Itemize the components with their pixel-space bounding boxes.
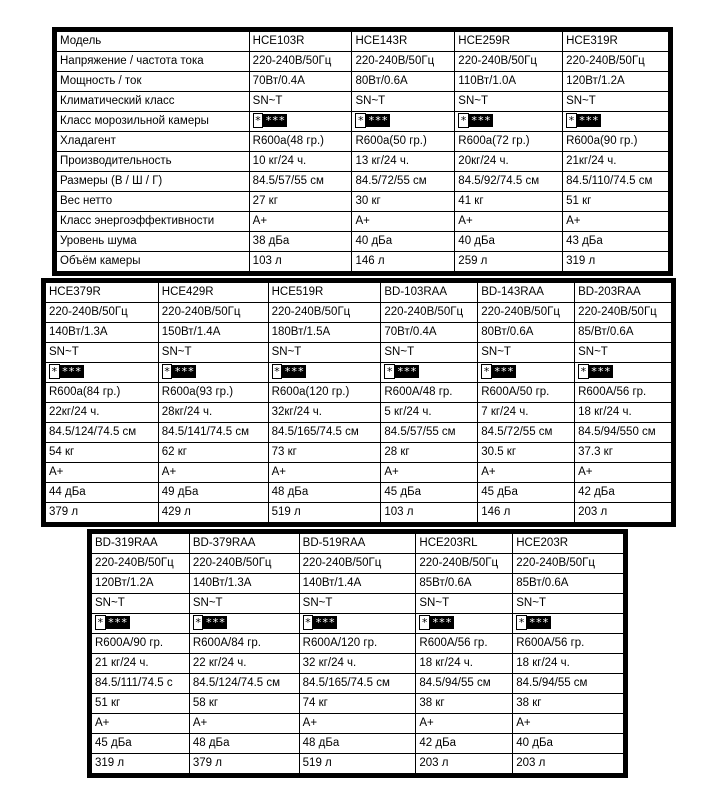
table-row	[92, 734, 624, 754]
star-first: *	[421, 615, 429, 629]
row-label: Объём камеры	[57, 252, 250, 272]
spec-cell-capacity: 20кг/24 ч.	[455, 152, 563, 172]
star-rating-icon	[516, 616, 551, 630]
table-row	[92, 614, 624, 634]
spec-cell-refrigerant: R600a(50 гр.)	[352, 132, 455, 152]
spec-cell-noise: 40 дБа	[513, 734, 624, 754]
table-row	[46, 423, 672, 443]
spec-cell-volume: 519 л	[299, 754, 416, 774]
star-rating-icon	[355, 114, 390, 128]
spec-cell-voltage: 220-240В/50Гц	[268, 303, 381, 323]
spec-cell-climate: SN~T	[249, 92, 352, 112]
freezer-class-badge	[416, 614, 513, 634]
table-row	[57, 232, 669, 252]
spec-cell-voltage: 220-240В/50Гц	[189, 554, 299, 574]
star-rest: ***	[205, 615, 226, 629]
spec-cell-voltage: 220-240В/50Гц	[575, 303, 672, 323]
table-row	[92, 654, 624, 674]
model-name: HCE203RL	[416, 534, 513, 554]
spec-cell-weight: 28 кг	[381, 443, 478, 463]
spec-cell-weight: 30.5 кг	[478, 443, 575, 463]
spec-cell-voltage: 220-240В/50Гц	[46, 303, 159, 323]
table-row	[57, 152, 669, 172]
star-first: *	[483, 364, 490, 378]
model-name: HCE259R	[455, 32, 563, 52]
table-row	[57, 252, 669, 272]
spec-cell-energy: А+	[416, 714, 513, 734]
table-row	[46, 303, 672, 323]
spec-cell-weight: 54 кг	[46, 443, 159, 463]
star-first: *	[386, 364, 393, 378]
table-row	[46, 483, 672, 503]
star-rating-icon	[253, 114, 288, 128]
star-rating-icon	[578, 365, 613, 379]
spec-table-3-grid	[91, 533, 624, 774]
spec-cell-refrigerant: R600A/56 гр.	[575, 383, 672, 403]
spec-cell-weight: 51 кг	[563, 192, 669, 212]
spec-cell-size: 84.5/72/55 см	[478, 423, 575, 443]
star-rating-icon	[49, 365, 84, 379]
star-rating-icon	[566, 114, 601, 128]
spec-cell-refrigerant: R600A/120 гр.	[299, 634, 416, 654]
spec-cell-size: 84.5/141/74.5 см	[158, 423, 268, 443]
spec-cell-refrigerant: R600A/56 гр.	[416, 634, 513, 654]
table-row	[92, 554, 624, 574]
star-rating-icon	[272, 365, 307, 379]
star-rest: ***	[528, 615, 549, 629]
freezer-class-badge	[478, 363, 575, 383]
star-rating-icon	[303, 616, 338, 630]
spec-cell-refrigerant: R600a(90 гр.)	[563, 132, 669, 152]
spec-cell-climate: SN~T	[381, 343, 478, 363]
spec-cell-voltage: 220-240В/50Гц	[416, 554, 513, 574]
freezer-class-badge	[249, 112, 352, 132]
model-name: BD-519RAA	[299, 534, 416, 554]
spec-cell-volume: 146 л	[352, 252, 455, 272]
table-row	[57, 192, 669, 212]
row-label: Климатический класс	[57, 92, 250, 112]
spec-cell-size: 84.5/124/74.5 см	[46, 423, 159, 443]
star-rest: ***	[578, 113, 599, 127]
spec-cell-climate: SN~T	[189, 594, 299, 614]
spec-cell-noise: 42 дБа	[416, 734, 513, 754]
model-name: HCE203R	[513, 534, 624, 554]
star-rest: ***	[174, 364, 195, 378]
spec-cell-weight: 58 кг	[189, 694, 299, 714]
spec-cell-capacity: 32кг/24 ч.	[268, 403, 381, 423]
spec-cell-weight: 38 кг	[416, 694, 513, 714]
spec-cell-volume: 146 л	[478, 503, 575, 523]
spec-cell-power: 85Вт/0.6А	[513, 574, 624, 594]
spec-cell-capacity: 21 кг/24 ч.	[92, 654, 190, 674]
spec-cell-noise: 43 дБа	[563, 232, 669, 252]
table-row	[92, 594, 624, 614]
spec-cell-power: 140Вт/1.3А	[189, 574, 299, 594]
spec-cell-voltage: 220-240В/50Гц	[478, 303, 575, 323]
star-first: *	[580, 364, 587, 378]
spec-cell-climate: SN~T	[352, 92, 455, 112]
freezer-class-badge	[352, 112, 455, 132]
freezer-class-badge	[455, 112, 563, 132]
star-rating-icon	[481, 365, 516, 379]
spec-cell-volume: 379 л	[46, 503, 159, 523]
spec-cell-noise: 44 дБа	[46, 483, 159, 503]
star-first: *	[304, 615, 312, 629]
model-name: BD-319RAA	[92, 534, 190, 554]
spec-cell-weight: 41 кг	[455, 192, 563, 212]
star-first: *	[163, 364, 171, 378]
star-rest: ***	[61, 364, 82, 378]
spec-cell-noise: 40 дБа	[352, 232, 455, 252]
spec-cell-size: 84.5/94/550 см	[575, 423, 672, 443]
spec-cell-noise: 48 дБа	[189, 734, 299, 754]
star-rating-icon	[419, 616, 454, 630]
spec-cell-noise: 48 дБа	[268, 483, 381, 503]
spec-cell-energy: А+	[189, 714, 299, 734]
spec-cell-noise: 45 дБа	[92, 734, 190, 754]
table-row	[46, 383, 672, 403]
star-rest: ***	[368, 113, 388, 127]
spec-cell-volume: 203 л	[513, 754, 624, 774]
table-row	[46, 463, 672, 483]
spec-table-2	[41, 278, 676, 527]
star-rest: ***	[107, 615, 128, 629]
spec-cell-climate: SN~T	[563, 92, 669, 112]
spec-cell-capacity: 18 кг/24 ч.	[575, 403, 672, 423]
spec-cell-noise: 45 дБа	[478, 483, 575, 503]
table-row	[57, 112, 669, 132]
spec-cell-weight: 51 кг	[92, 694, 190, 714]
star-first: *	[460, 113, 467, 127]
table-row	[46, 363, 672, 383]
spec-cell-size: 84.5/124/74.5 см	[189, 674, 299, 694]
spec-table-1-grid	[56, 31, 669, 272]
freezer-class-badge	[381, 363, 478, 383]
star-rating-icon	[162, 365, 197, 379]
model-name: HCE429R	[158, 283, 268, 303]
spec-cell-volume: 259 л	[455, 252, 563, 272]
spec-cell-size: 84.5/57/55 см	[249, 172, 352, 192]
freezer-class-badge	[513, 614, 624, 634]
spec-cell-climate: SN~T	[455, 92, 563, 112]
spec-cell-voltage: 220-240В/50Гц	[158, 303, 268, 323]
star-rest: ***	[470, 113, 491, 127]
spec-cell-energy: А+	[46, 463, 159, 483]
spec-cell-capacity: 32 кг/24 ч.	[299, 654, 416, 674]
spec-cell-noise: 48 дБа	[299, 734, 416, 754]
spec-cell-energy: А+	[92, 714, 190, 734]
spec-cell-noise: 40 дБа	[455, 232, 563, 252]
spec-cell-energy: А+	[268, 463, 381, 483]
spec-cell-refrigerant: R600a(48 гр.)	[249, 132, 352, 152]
spec-cell-voltage: 220-240В/50Гц	[299, 554, 416, 574]
table-row	[92, 754, 624, 774]
spec-cell-size: 84.5/92/74.5 см	[455, 172, 563, 192]
spec-cell-size: 84.5/72/55 см	[352, 172, 455, 192]
row-label: Модель	[57, 32, 250, 52]
row-label: Размеры (В / Ш / Г)	[57, 172, 250, 192]
star-first: *	[254, 113, 262, 127]
spec-cell-power: 85Вт/0.6А	[416, 574, 513, 594]
spec-cell-volume: 319 л	[563, 252, 669, 272]
spec-cell-power: 85/Вт/0.6А	[575, 323, 672, 343]
model-name: BD-203RAA	[575, 283, 672, 303]
spec-cell-volume: 103 л	[249, 252, 352, 272]
spec-cell-capacity: 21кг/24 ч.	[563, 152, 669, 172]
star-rest: ***	[284, 364, 305, 378]
spec-cell-volume: 429 л	[158, 503, 268, 523]
spec-cell-refrigerant: R600A/56 гр.	[513, 634, 624, 654]
row-label: Вес нетто	[57, 192, 250, 212]
spec-cell-volume: 519 л	[268, 503, 381, 523]
table-row	[92, 574, 624, 594]
table-row	[46, 323, 672, 343]
model-name: BD-379RAA	[189, 534, 299, 554]
spec-cell-size: 84.5/165/74.5 см	[299, 674, 416, 694]
spec-cell-voltage: 220-240В/50Гц	[249, 52, 352, 72]
table-row	[57, 92, 669, 112]
spec-cell-voltage: 220-240В/50Гц	[352, 52, 455, 72]
freezer-class-badge	[563, 112, 669, 132]
table-row	[46, 443, 672, 463]
spec-cell-energy: А+	[513, 714, 624, 734]
spec-cell-size: 84.5/57/55 см	[381, 423, 478, 443]
star-first: *	[97, 615, 104, 629]
spec-cell-power: 80Вт/0.6А	[478, 323, 575, 343]
spec-cell-refrigerant: R600A/84 гр.	[189, 634, 299, 654]
spec-cell-capacity: 22кг/24 ч.	[46, 403, 159, 423]
spec-cell-power: 140Вт/1.3А	[46, 323, 159, 343]
star-rest: ***	[397, 364, 417, 378]
spec-cell-volume: 103 л	[381, 503, 478, 523]
spec-cell-energy: А+	[158, 463, 268, 483]
spec-cell-energy: А+	[478, 463, 575, 483]
spec-cell-weight: 27 кг	[249, 192, 352, 212]
row-label: Хладагент	[57, 132, 250, 152]
table-row	[92, 694, 624, 714]
star-first: *	[194, 615, 202, 629]
row-label: Мощность / ток	[57, 72, 250, 92]
table-row	[92, 714, 624, 734]
spec-cell-power: 70Вт/0.4А	[381, 323, 478, 343]
table-row	[57, 212, 669, 232]
spec-cell-power: 150Вт/1.4А	[158, 323, 268, 343]
table-row	[57, 72, 669, 92]
freezer-class-badge	[158, 363, 268, 383]
star-first: *	[51, 364, 58, 378]
spec-cell-power: 70Вт/0.4А	[249, 72, 352, 92]
freezer-class-badge	[46, 363, 159, 383]
spec-cell-power: 110Вт/1.0А	[455, 72, 563, 92]
spec-cell-capacity: 18 кг/24 ч.	[416, 654, 513, 674]
table-row	[57, 32, 669, 52]
spec-cell-capacity: 13 кг/24 ч.	[352, 152, 455, 172]
star-rest: ***	[432, 615, 452, 629]
star-rest: ***	[265, 113, 286, 127]
table-row	[46, 403, 672, 423]
spec-cell-weight: 38 кг	[513, 694, 624, 714]
spec-cell-climate: SN~T	[513, 594, 624, 614]
table-row	[57, 132, 669, 152]
star-first: *	[568, 113, 575, 127]
spec-cell-climate: SN~T	[158, 343, 268, 363]
spec-cell-refrigerant: R600A/90 гр.	[92, 634, 190, 654]
spec-cell-noise: 42 дБа	[575, 483, 672, 503]
star-first: *	[273, 364, 281, 378]
spec-cell-climate: SN~T	[575, 343, 672, 363]
spec-cell-volume: 319 л	[92, 754, 190, 774]
spec-table-3	[87, 529, 628, 778]
star-rating-icon	[95, 616, 130, 630]
table-row	[92, 634, 624, 654]
spec-cell-noise: 49 дБа	[158, 483, 268, 503]
row-label: Класс энергоэффективности	[57, 212, 250, 232]
spec-cell-noise: 45 дБа	[381, 483, 478, 503]
spec-cell-energy: А+	[575, 463, 672, 483]
spec-cell-capacity: 7 кг/24 ч.	[478, 403, 575, 423]
spec-cell-energy: А+	[455, 212, 563, 232]
model-name: HCE379R	[46, 283, 159, 303]
freezer-class-badge	[575, 363, 672, 383]
model-name: BD-143RAA	[478, 283, 575, 303]
model-name: HCE319R	[563, 32, 669, 52]
table-row	[92, 674, 624, 694]
spec-cell-energy: А+	[352, 212, 455, 232]
table-row	[46, 343, 672, 363]
model-name: HCE143R	[352, 32, 455, 52]
spec-cell-energy: А+	[299, 714, 416, 734]
model-name: HCE519R	[268, 283, 381, 303]
model-name: HCE103R	[249, 32, 352, 52]
spec-cell-size: 84.5/110/74.5 см	[563, 172, 669, 192]
freezer-class-badge	[299, 614, 416, 634]
spec-cell-climate: SN~T	[478, 343, 575, 363]
spec-cell-volume: 379 л	[189, 754, 299, 774]
spec-cell-climate: SN~T	[268, 343, 381, 363]
spec-cell-refrigerant: R600a(72 гр.)	[455, 132, 563, 152]
spec-table-2-grid	[45, 282, 672, 523]
spec-cell-size: 84.5/94/55 см	[513, 674, 624, 694]
spec-cell-weight: 73 кг	[268, 443, 381, 463]
spec-cell-power: 120Вт/1.2А	[92, 574, 190, 594]
table-row	[57, 52, 669, 72]
star-rating-icon	[458, 114, 493, 128]
spec-cell-voltage: 220-240В/50Гц	[92, 554, 190, 574]
star-rest: ***	[493, 364, 514, 378]
spec-cell-weight: 30 кг	[352, 192, 455, 212]
row-label: Напряжение / частота тока	[57, 52, 250, 72]
spec-cell-capacity: 10 кг/24 ч.	[249, 152, 352, 172]
star-rating-icon	[193, 616, 228, 630]
spec-cell-weight: 74 кг	[299, 694, 416, 714]
freezer-class-badge	[189, 614, 299, 634]
spec-cell-voltage: 220-240В/50Гц	[455, 52, 563, 72]
spec-cell-capacity: 22 кг/24 ч.	[189, 654, 299, 674]
spec-cell-size: 84.5/165/74.5 см	[268, 423, 381, 443]
spec-cell-energy: А+	[249, 212, 352, 232]
spec-cell-volume: 203 л	[416, 754, 513, 774]
model-name: BD-103RAA	[381, 283, 478, 303]
spec-cell-volume: 203 л	[575, 503, 672, 523]
table-row	[46, 283, 672, 303]
spec-cell-power: 180Вт/1.5А	[268, 323, 381, 343]
spec-cell-power: 120Вт/1.2А	[563, 72, 669, 92]
spec-cell-weight: 37.3 кг	[575, 443, 672, 463]
spec-cell-refrigerant: R600A/48 гр.	[381, 383, 478, 403]
spec-cell-energy: А+	[381, 463, 478, 483]
spec-cell-noise: 38 дБа	[249, 232, 352, 252]
spec-cell-capacity: 5 кг/24 ч.	[381, 403, 478, 423]
spec-cell-climate: SN~T	[92, 594, 190, 614]
table-row	[46, 503, 672, 523]
spec-table-1	[52, 27, 673, 276]
row-label: Производительность	[57, 152, 250, 172]
spec-cell-size: 84.5/94/55 см	[416, 674, 513, 694]
spec-cell-climate: SN~T	[46, 343, 159, 363]
spec-cell-refrigerant: R600a(93 гр.)	[158, 383, 268, 403]
row-label: Класс морозильной камеры	[57, 112, 250, 132]
spec-cell-power: 80Вт/0.6А	[352, 72, 455, 92]
spec-cell-climate: SN~T	[416, 594, 513, 614]
spec-cell-voltage: 220-240В/50Гц	[563, 52, 669, 72]
star-first: *	[357, 113, 365, 127]
spec-cell-climate: SN~T	[299, 594, 416, 614]
row-label: Уровень шума	[57, 232, 250, 252]
spec-cell-capacity: 28кг/24 ч.	[158, 403, 268, 423]
spec-cell-refrigerant: R600a(84 гр.)	[46, 383, 159, 403]
spec-cell-voltage: 220-240В/50Гц	[381, 303, 478, 323]
star-rating-icon	[384, 365, 419, 379]
spec-cell-capacity: 18 кг/24 ч.	[513, 654, 624, 674]
spec-cell-energy: А+	[563, 212, 669, 232]
spec-cell-weight: 62 кг	[158, 443, 268, 463]
spec-cell-voltage: 220-240В/50Гц	[513, 554, 624, 574]
freezer-class-badge	[92, 614, 190, 634]
spec-cell-size: 84.5/111/74.5 с	[92, 674, 190, 694]
star-rest: ***	[590, 364, 611, 378]
freezer-class-badge	[268, 363, 381, 383]
spec-cell-refrigerant: R600A/50 гр.	[478, 383, 575, 403]
table-row	[57, 172, 669, 192]
star-first: *	[518, 615, 525, 629]
table-row	[92, 534, 624, 554]
spec-cell-refrigerant: R600a(120 гр.)	[268, 383, 381, 403]
spec-cell-power: 140Вт/1.4А	[299, 574, 416, 594]
star-rest: ***	[315, 615, 336, 629]
